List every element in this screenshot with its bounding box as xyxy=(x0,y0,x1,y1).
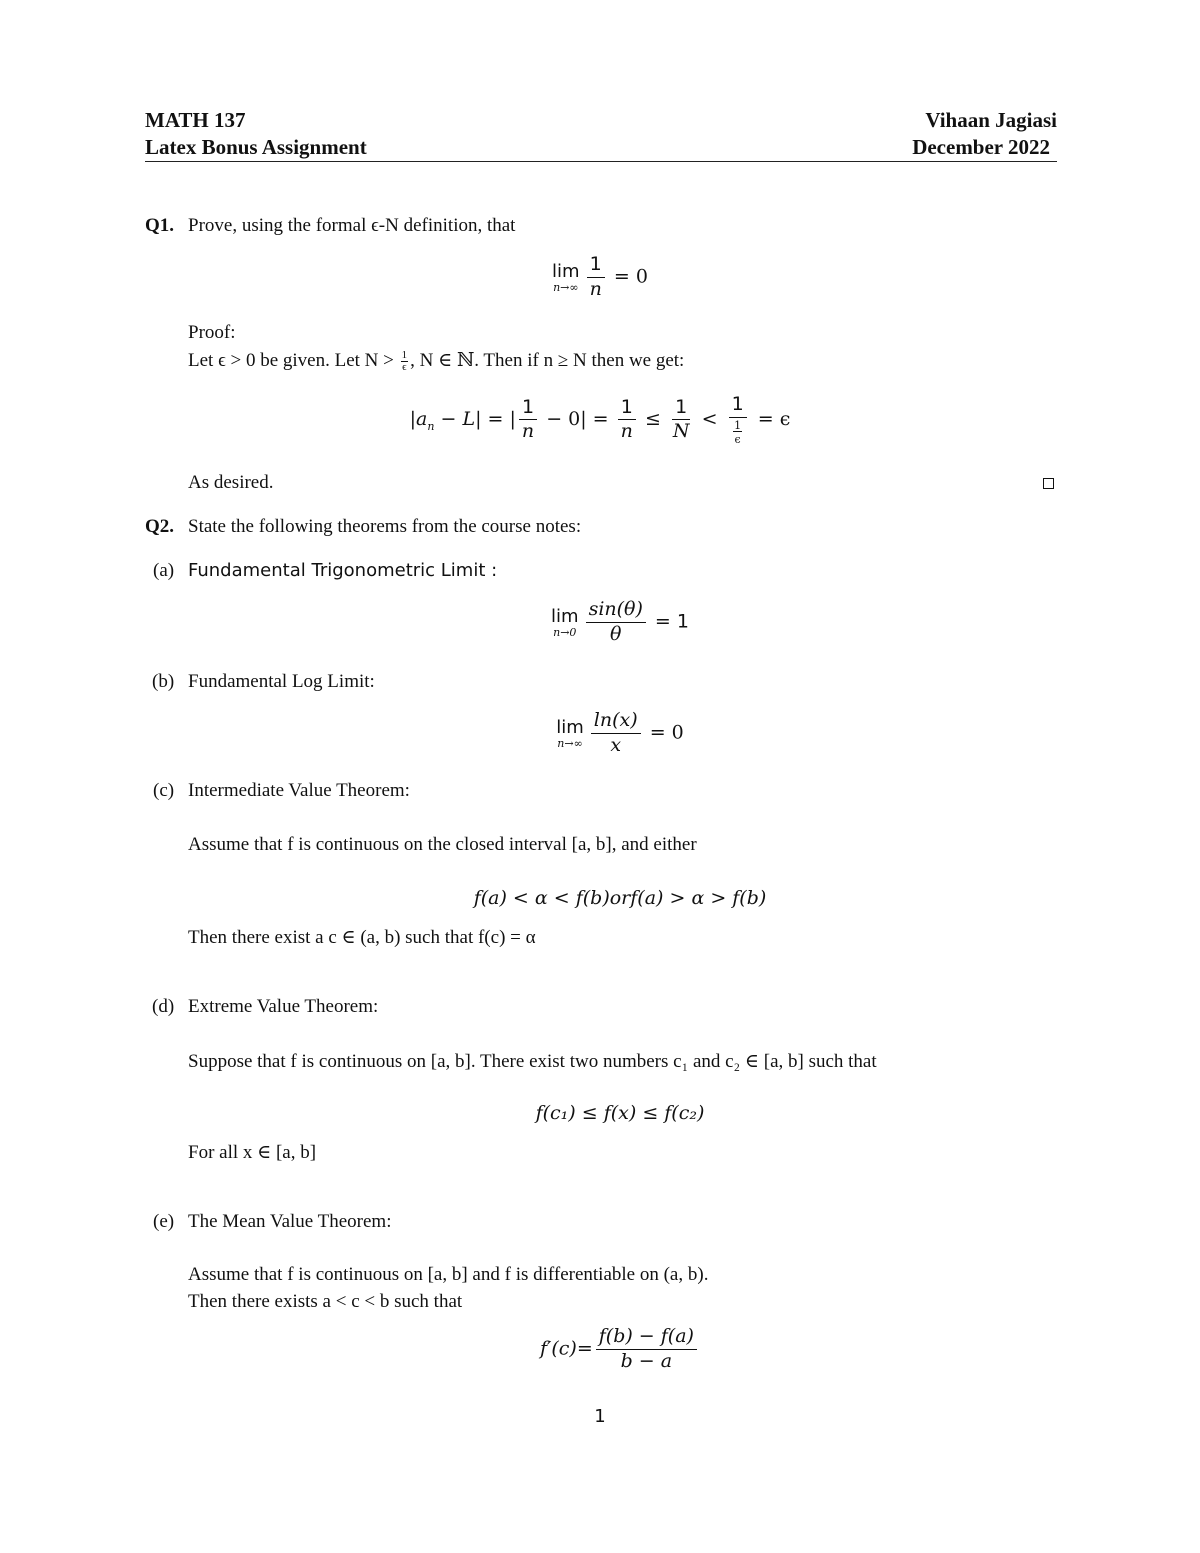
qed-symbol xyxy=(1043,478,1054,489)
item-e-title: The Mean Value Theorem: xyxy=(188,1211,392,1232)
evt-conclusion: For all x ∈ [a, b] xyxy=(188,1142,317,1163)
q1-prompt: Prove, using the formal ϵ-N definition, that xyxy=(188,215,516,236)
ivt-statement: Assume that f is continuous on the closed interval [a, b], and either xyxy=(188,834,697,855)
proof-line: Let ϵ > 0 be given. Let N > $\frac{1}{\epsilon}$ , N ∈ ℕ. Then if n ≥ N then we get: xyxy=(188,349,685,374)
mvt-numerator: f(b) − f(a) xyxy=(596,1327,697,1350)
item-a-label: (a) xyxy=(153,560,175,581)
item-b-title: Fundamental Log Limit: xyxy=(188,671,375,692)
item-c-label: (c) xyxy=(153,780,175,801)
mvt-condition: Then there exists a < c < b such that xyxy=(188,1291,463,1312)
mvt-lhs: f′(c)= xyxy=(540,1337,593,1360)
evt-equation: f(c₁) ≤ f(x) ≤ f(c₂) xyxy=(535,1102,705,1124)
proof-equation: $|a_n - L|$ = | $\frac{1}{n}$ − 0| = $\frac{1}{n}$ ≤ $\frac{1}{N}$ < $\frac{1}{\frac{1}{\epsilon}}$ = ϵ xyxy=(409,393,791,446)
item-b-label: (b) xyxy=(152,671,175,692)
q1-limit-equation: lim n→∞ $\frac{1}{n}$ = 0 xyxy=(552,253,648,300)
proof-conclusion: As desired. xyxy=(188,472,274,493)
item-d-title: Extreme Value Theorem: xyxy=(188,996,379,1017)
page-number: 1 xyxy=(594,1406,606,1427)
item-c-title: Intermediate Value Theorem: xyxy=(188,780,410,801)
ivt-conclusion: Then there exist a c ∈ (a, b) such that f(c) = α xyxy=(188,927,536,948)
proof-line-start: Let ϵ > 0 be given. Let N > xyxy=(188,350,394,371)
proof-label: Proof: xyxy=(188,322,236,343)
q2-label: Q2. xyxy=(145,516,175,537)
trig-limit-equation: lim n→0 $\frac{\sin(\theta)}{\theta}$ = 1 xyxy=(551,598,689,645)
mvt-denominator: b − a xyxy=(620,1349,673,1372)
assignment-title: Latex Bonus Assignment xyxy=(145,135,367,159)
proof-line-end: , N ∈ ℕ. Then if n ≥ N then we get: xyxy=(410,350,685,371)
document-date: December 2022 xyxy=(912,135,1050,159)
course-title: MATH 137 xyxy=(145,108,246,132)
item-a-title: Fundamental Trigonometric Limit : xyxy=(188,560,498,581)
q1-label: Q1. xyxy=(145,215,175,236)
evt-statement: Suppose that f is continuous on [a, b]. There exist two numbers c₁ and c₂ ∈ [a, b] such that xyxy=(188,1051,877,1072)
q2-prompt: State the following theorems from the course notes: xyxy=(188,516,582,537)
item-d-label: (d) xyxy=(152,996,175,1017)
log-limit-equation: lim n→∞ $\frac{\ln(x)}{x}$ = 0 xyxy=(556,709,684,756)
author-name: Vihaan Jagiasi xyxy=(925,108,1057,132)
mvt-equation xyxy=(0,1327,1200,1372)
ivt-equation: f(a) < α < f(b)orf(a) > α > f(b) xyxy=(473,887,767,909)
mvt-statement: Assume that f is continuous on [a, b] and f is differentiable on (a, b). xyxy=(188,1264,709,1285)
header-rule xyxy=(145,161,1057,162)
item-e-label: (e) xyxy=(153,1211,175,1232)
